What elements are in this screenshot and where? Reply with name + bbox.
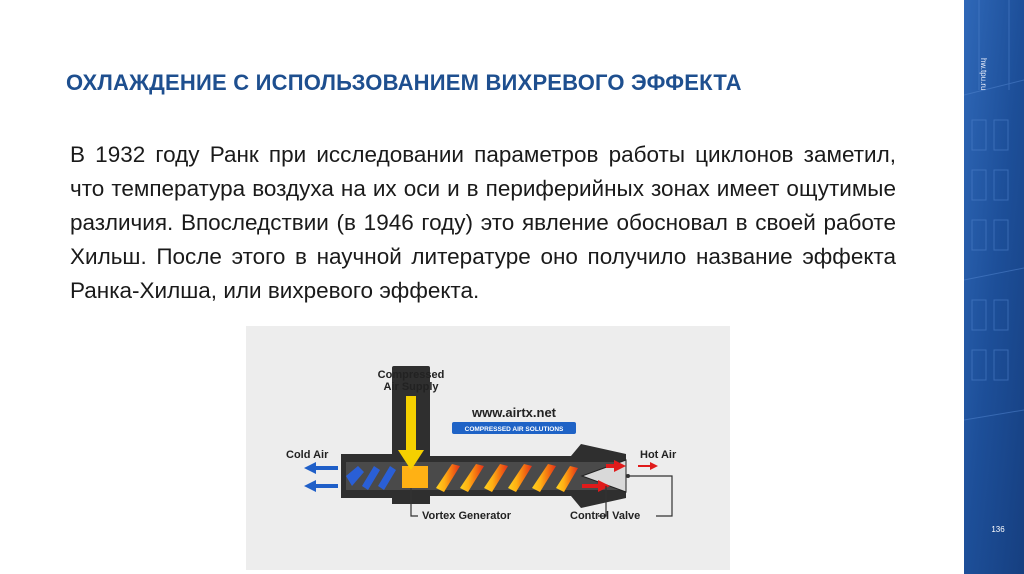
hot-air-label: Hot Air — [640, 449, 677, 461]
slide-title: ОХЛАЖДЕНИЕ С ИСПОЛЬЗОВАНИЕМ ВИХРЕВОГО ЭФФЕКТА — [66, 70, 742, 95]
building-facade-pattern — [964, 0, 1024, 574]
vortex-core — [402, 466, 428, 488]
cold-air-arrows — [304, 462, 338, 492]
compressed-label: Compressed — [377, 369, 445, 381]
slide-body-text: В 1932 году Ранк при исследовании параметров работы циклонов заметил, что температура воздуха на их оси и в периферийных зонах имеет ощутимые различия. Впоследствии (в 1946 году) это явление обосновал в своей работе Хильш. После этого в научной литературе оно получило название эффекта Ранка-Хилша, или вихревого эффекта. — [70, 142, 896, 303]
brand-tagline: COMPRESSED AIR SOLUTIONS — [464, 426, 564, 433]
cold-air-label: Cold Air — [286, 449, 329, 461]
site-url-label: hw.tpu.ru — [979, 58, 988, 91]
vortex-tube-diagram — [246, 326, 730, 570]
air-supply-label: Air Supply — [383, 381, 439, 393]
right-decorative-band — [964, 0, 1024, 574]
page-number: 136 — [991, 525, 1005, 534]
valve-dot — [626, 474, 630, 478]
control-valve-label: Control Valve — [570, 510, 641, 522]
vortex-generator-label: Vortex Generator — [422, 510, 512, 522]
website-label: www.airtx.net — [471, 405, 557, 420]
vortex-tube-svg — [246, 326, 730, 570]
